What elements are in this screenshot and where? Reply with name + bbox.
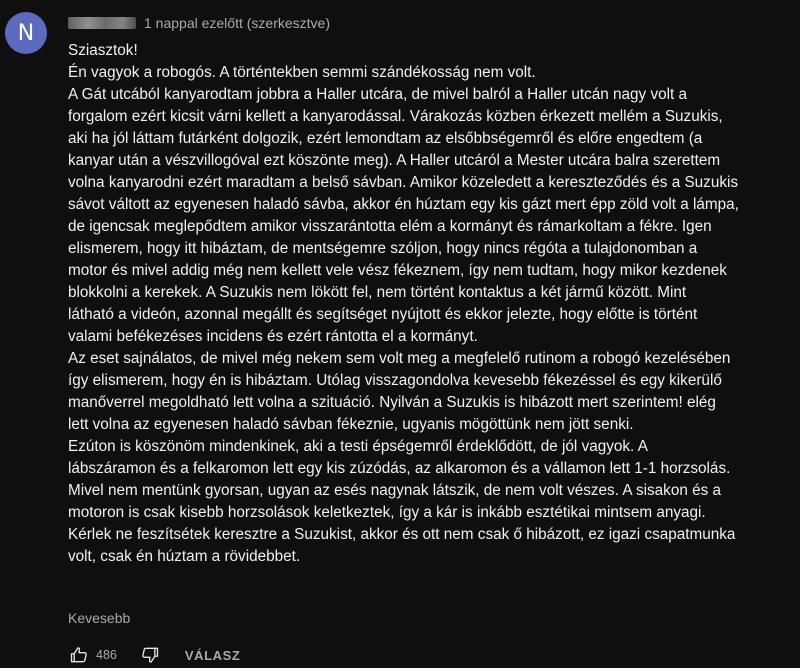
comment-line: volt, csak én húztam a rövidebbet. (68, 548, 301, 565)
comment-line: lett volna az egyenesen haladó sávban fékeznie, ugyanis mögöttünk nem jött senki. (68, 416, 634, 433)
comment-line: Mivel nem mentünk gyorsan, ugyan az esés nagynak látszik, de nem volt vészes. A sisakon és a (68, 482, 722, 499)
comment-line: látható a videón, azonnal megállt és segítséget nyújtott és ekkor jelezte, hogy előtte is történt (68, 306, 698, 323)
comment-line: motor és mivel addig még nem kellett vele vész fékeznem, így nem tudtam, hogy mikor kezdenek (68, 262, 727, 279)
avatar-letter: N (17, 20, 35, 46)
comment-line: volna kanyarodni ezért maradtam a belső sávban. Amikor közeledett a kereszteződés és a Suzukis (68, 174, 739, 191)
comment-line: Kérlek ne feszítsétek keresztre a Suzukist, akkor és ott nem csak ő hibázott, ez igazi csapatmunka (68, 526, 736, 543)
comment-line: forgalom ezért kicsit várni kellett a kanyarodással. Várakozás közben érkezett mellém a Suzukis, (68, 108, 723, 125)
comment-actions (68, 643, 240, 667)
comment-line: de igencsak meglepődtem amikor visszarántotta elém a kormányt és rámarkoltam a fékre. Igen (68, 218, 712, 235)
comment-line: aki ha jól láttam futárként dolgozik, ezért lemondtam az elsőbbségemről és előre engedtem (a (68, 130, 703, 147)
comment-line: így elismerem, hogy én is hibáztam. Utólag visszagondolva kevesebb fékezéssel és egy kikerülő (68, 372, 722, 389)
comment-header (68, 14, 330, 32)
comment-line: A Gát utcából kanyarodtam jobbra a Haller utcára, de mivel balról a Haller utcán nagy volt a (68, 86, 688, 103)
comment-timestamp[interactable]: 1 nappal ezelőtt (szerkesztve) (144, 15, 330, 31)
reply-button[interactable]: VÁLASZ (184, 647, 241, 663)
comment-line: kanyar után a vészvillogóval ezt köszönte meg). A Haller utcáról a Mester utcára balra szerettem (68, 152, 721, 169)
thumbs-up-icon (69, 645, 89, 665)
comment-line: elismerem, hogy itt hibáztam, de mentségemre szóljon, hogy nincs régóta a tulajdonomban a (68, 240, 698, 257)
comment-line: sávot váltott az egyenesen haladó sávba, akkor én húztam egy kis gázt mert épp zöld volt a lámpa, (68, 196, 739, 213)
show-less-button[interactable]: Kevesebb (68, 610, 131, 626)
comment-line: blokkolni a kerekek. A Suzukis nem lökött fel, nem történt kontaktus a két jármű között. Mint (68, 284, 687, 301)
comment-line: manőverrel megoldható lett volna a szituáció. Nyilván a Suzukis is hibázott mert szerintem! elég (68, 394, 716, 411)
like-count: 486 (96, 648, 117, 662)
comment-line: motoron is csak kisebb horzsolások keletkeztek, így a kár is inkább esztétikai mintsem anyagi. (68, 504, 706, 521)
author-name-redacted[interactable] (68, 17, 136, 29)
comment-text (68, 40, 790, 568)
thumbs-down-icon (140, 645, 160, 665)
comment-line: Ezúton is köszönöm mindenkinek, aki a testi épségemről érdeklődött, de jól vagyok. A (68, 438, 648, 455)
avatar[interactable] (5, 12, 47, 54)
like-button[interactable] (68, 644, 90, 666)
comment-line: Én vagyok a robogós. A történtekben semmi szándékosság nem volt. (68, 64, 536, 81)
dislike-button[interactable] (139, 644, 161, 666)
comment-line: valami befékezéses incidens és ezért rántotta el a kormányt. (68, 328, 478, 345)
comment-line: Sziasztok! (68, 42, 138, 59)
comment-line: Az eset sajnálatos, de mivel még nekem sem volt meg a megfelelő rutinom a robogó kezelésében (68, 350, 731, 367)
comment-line: lábszáramon és a felkaromon lett egy kis zúzódás, az alkaromon és a vállamon lett 1-1 horzsolás. (68, 460, 731, 477)
